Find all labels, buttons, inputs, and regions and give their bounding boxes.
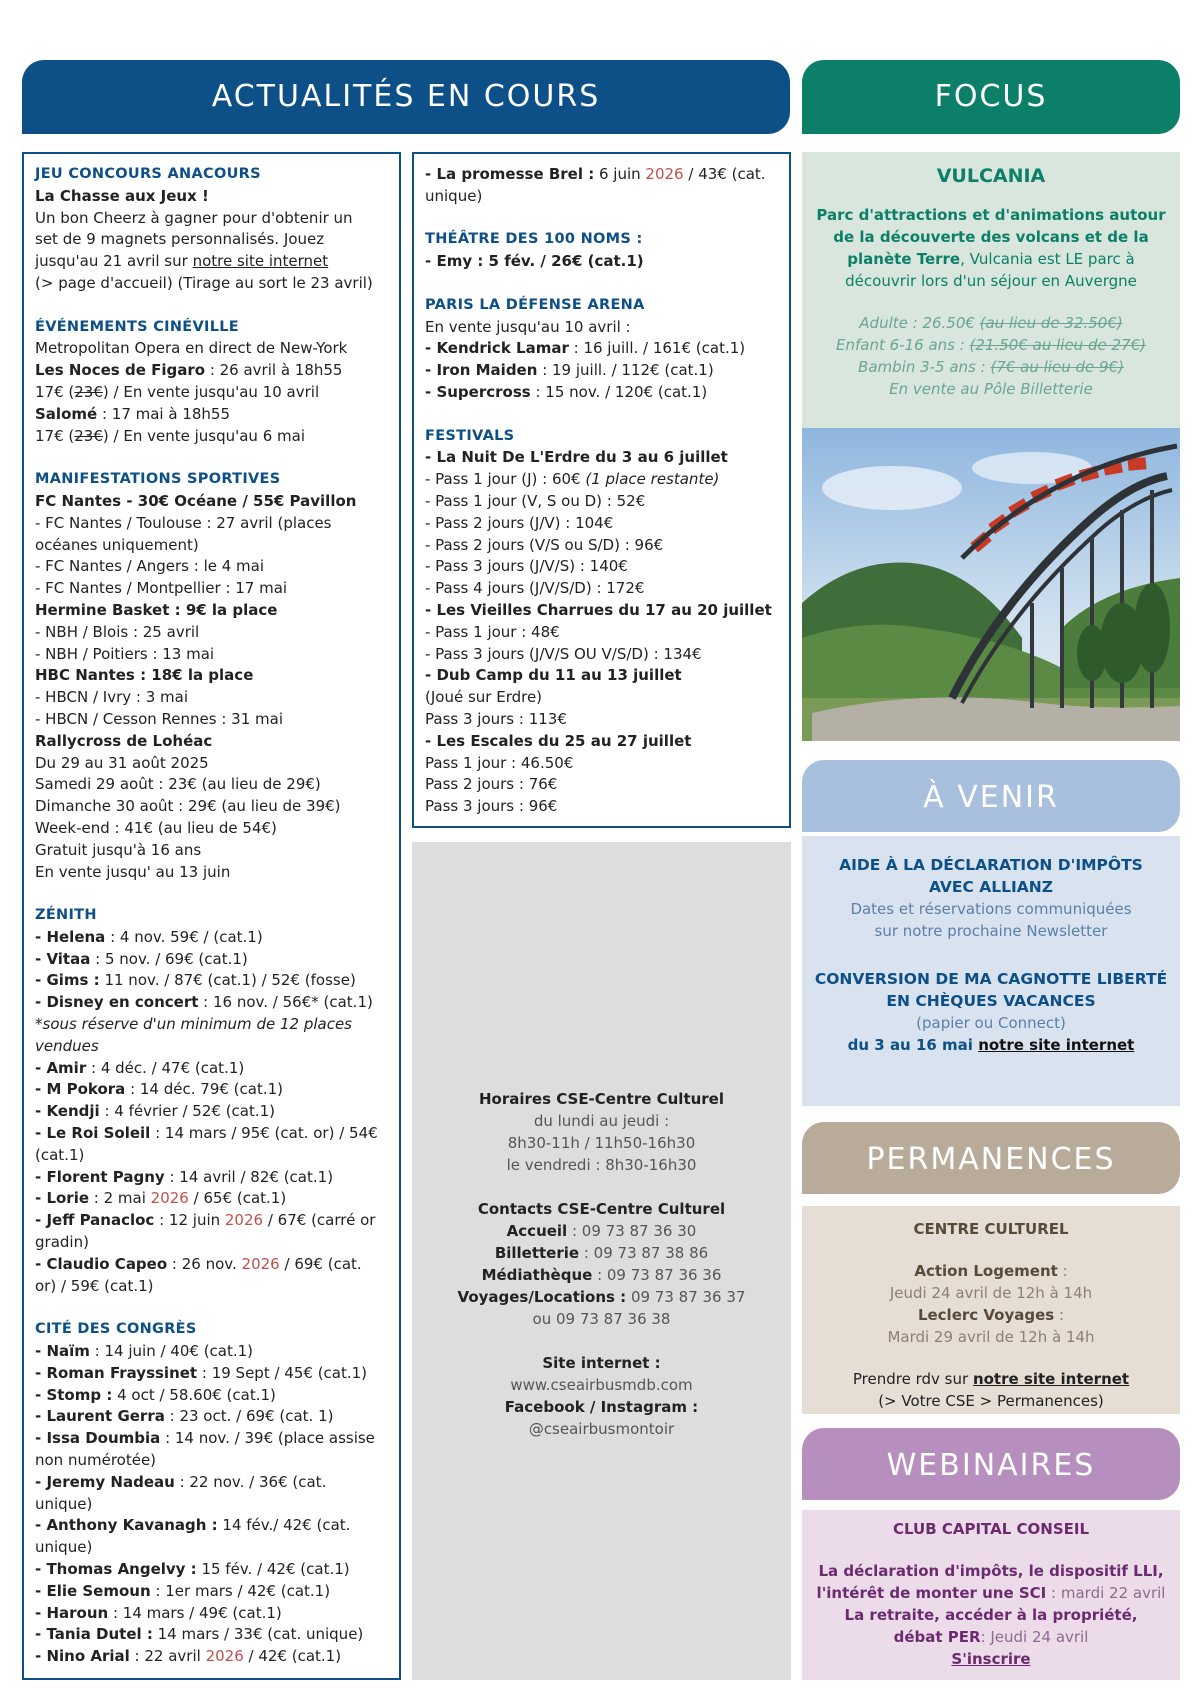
cite-item: - Tania Dutel : 14 mars / 33€ (cat. unique) xyxy=(35,1625,364,1644)
sport-item: - FC Nantes / Angers : le 4 mai xyxy=(35,557,265,576)
jeu-text: (> page d'accueil) (Tirage au sort le 23 avril) xyxy=(35,273,373,292)
cite-item: - Anthony Kavanagh : 14 fév./ 42€ (cat. xyxy=(35,1516,351,1535)
sport-item: Du 29 au 31 août 2025 xyxy=(35,753,209,772)
cine-price: 17€ (23€) / En vente jusqu'au 6 mai xyxy=(35,426,305,445)
zenith-item: - Disney en concert : 16 nov. / 56€* (cat.1) xyxy=(35,993,373,1012)
sport-team: FC Nantes - 30€ Océane / 55€ Pavillon xyxy=(35,491,357,510)
zenith-item: (cat.1) xyxy=(35,1145,85,1164)
header-a-venir: À VENIR xyxy=(802,760,1180,832)
site-url-link[interactable]: www.cseairbusmdb.com xyxy=(510,1376,693,1394)
section-title-cineville: ÉVÉNEMENTS CINÉVILLE xyxy=(35,318,240,335)
sport-team: Hermine Basket : 9€ la place xyxy=(35,600,278,619)
sport-item: Week-end : 41€ (au lieu de 54€) xyxy=(35,818,277,837)
festival-name: - Les Vieilles Charrues du 17 au 20 juillet xyxy=(425,600,772,619)
sport-item: Samedi 29 août : 23€ (au lieu de 29€) xyxy=(35,775,321,794)
zenith-item: - Florent Pagny : 14 avril / 82€ (cat.1) xyxy=(35,1167,334,1186)
perm-date: Mardi 29 avril de 12h à 14h xyxy=(887,1328,1095,1346)
contacts-title: Contacts CSE-Centre Culturel xyxy=(477,1200,726,1218)
avenir-title: AIDE À LA DÉCLARATION D'IMPÔTS xyxy=(839,856,1143,874)
actualites-column-left xyxy=(22,152,401,1680)
festival-pass: - Pass 3 jours (J/V/S) : 140€ xyxy=(425,557,628,576)
zenith-item: gradin) xyxy=(35,1233,89,1252)
focus-price: Adulte : 26.50€ (au lieu de 32.50€) xyxy=(859,314,1123,332)
arena-item: - Kendrick Lamar : 16 juill. / 161€ (cat.1) xyxy=(425,339,746,358)
site-link[interactable]: notre site internet xyxy=(978,1036,1135,1054)
social-handle-link[interactable]: @cseairbusmontoir xyxy=(528,1420,675,1438)
sport-item: - NBH / Poitiers : 13 mai xyxy=(35,644,215,663)
cite-item: - Stomp : 4 oct / 58.60€ (cat.1) xyxy=(35,1385,276,1404)
avenir-text: sur notre prochaine Newsletter xyxy=(874,922,1108,940)
festival-pass: Pass 3 jours : 96€ xyxy=(425,797,558,816)
focus-desc: de la découverte des volcans et de la xyxy=(833,228,1149,246)
site-title: Site internet : xyxy=(542,1354,661,1372)
rollercoaster-illustration xyxy=(802,428,1180,741)
zenith-item: - Helena : 4 nov. 59€ / (cat.1) xyxy=(35,927,263,946)
horaires-text: le vendredi : 8h30-16h30 xyxy=(506,1156,697,1174)
zenith-item: or) / 59€ (cat.1) xyxy=(35,1276,154,1295)
jeu-text: Un bon Cheerz à gagner pour d'obtenir un xyxy=(35,208,353,227)
contact-line: Accueil : 09 73 87 36 30 xyxy=(506,1222,697,1240)
sport-item: océanes uniquement) xyxy=(35,535,199,554)
zenith-item: - Amir : 4 déc. / 47€ (cat.1) xyxy=(35,1058,245,1077)
festival-pass: - Pass 2 jours (V/S ou S/D) : 96€ xyxy=(425,535,664,554)
header-focus: FOCUS xyxy=(802,60,1180,134)
festival-pass: - Pass 1 jour : 48€ xyxy=(425,622,560,641)
zenith-item: - Kendji : 4 février / 52€ (cat.1) xyxy=(35,1102,276,1121)
horaires-text: 8h30-11h / 11h50-16h30 xyxy=(507,1134,696,1152)
section-title-jeu: JEU CONCOURS ANACOURS xyxy=(35,166,261,182)
focus-title: VULCANIA xyxy=(936,165,1046,187)
theatre-item: - Emy : 5 fév. / 26€ (cat.1) xyxy=(425,252,644,271)
avenir-text: du 3 au 16 mai notre site internet xyxy=(847,1036,1135,1054)
site-link[interactable]: notre site internet xyxy=(972,1370,1130,1388)
festival-pass: (Joué sur Erdre) xyxy=(425,688,543,707)
jeu-text: set de 9 magnets personnalisés. Jouez xyxy=(35,230,325,249)
sport-item: Dimanche 30 août : 29€ (au lieu de 39€) xyxy=(35,797,341,816)
festival-name: - Dub Camp du 11 au 13 juillet xyxy=(425,666,682,685)
festival-pass: - Pass 1 jour (J) : 60€ (1 place restante) xyxy=(425,470,720,489)
sport-item: - FC Nantes / Toulouse : 27 avril (places xyxy=(35,513,332,532)
avenir-text: (papier ou Connect) xyxy=(916,1014,1066,1032)
social-title: Facebook / Instagram : xyxy=(504,1398,699,1416)
web-text: débat PER: Jeudi 24 avril xyxy=(893,1628,1089,1646)
cite-item: unique) xyxy=(35,1494,93,1513)
focus-price: Enfant 6-16 ans : (21.50€ au lieu de 27€) xyxy=(836,336,1146,354)
vulcania-photo xyxy=(802,428,1180,741)
section-title-zenith: ZÉNITH xyxy=(35,907,97,924)
festival-pass: - Pass 1 jour (V, S ou D) : 52€ xyxy=(425,491,646,510)
brel-item: - La promesse Brel : 6 juin 2026 / 43€ (cat. xyxy=(425,165,766,183)
sport-item: - NBH / Blois : 25 avril xyxy=(35,622,200,641)
web-text: l'intérêt de monter une SCI : mardi 22 avril xyxy=(816,1584,1166,1602)
zenith-item: - Le Roi Soleil : 14 mars / 95€ (cat. or) / 54€ xyxy=(35,1124,378,1143)
avenir-text: Dates et réservations communiquées xyxy=(850,900,1132,918)
festival-pass: - Pass 4 jours (J/V/S/D) : 172€ xyxy=(425,579,645,598)
zenith-item: - Vitaa : 5 nov. / 69€ (cat.1) xyxy=(35,949,248,968)
section-title-arena: PARIS LA DÉFENSE ARENA xyxy=(425,296,645,313)
zenith-item: - Jeff Panacloc : 12 juin 2026 / 67€ (carré or xyxy=(35,1211,376,1230)
cine-item: Les Noces de Figaro : 26 avril à 18h55 xyxy=(35,361,343,380)
cite-item: - Thomas Angelvy : 15 fév. / 42€ (cat.1) xyxy=(35,1560,350,1578)
focus-desc: découvrir lors d'un séjour en Auvergne xyxy=(845,272,1137,290)
cite-item: - Naïm : 14 juin / 40€ (cat.1) xyxy=(35,1342,254,1361)
sport-item: En vente jusqu' au 13 juin xyxy=(35,862,231,881)
perm-date: Jeudi 24 avril de 12h à 14h xyxy=(889,1284,1093,1302)
focus-price: En vente au Pôle Billetterie xyxy=(889,380,1093,398)
festival-pass: - Pass 2 jours (J/V) : 104€ xyxy=(425,513,614,532)
section-title-sport: MANIFESTATIONS SPORTIVES xyxy=(35,471,281,488)
zenith-note: *sous réserve d'un minimum de 12 places xyxy=(35,1015,352,1034)
contact-box xyxy=(412,842,791,1680)
header-permanences: PERMANENCES xyxy=(802,1122,1180,1194)
avenir-title: EN CHÈQUES VACANCES xyxy=(886,992,1096,1010)
perm-rdv: (> Votre CSE > Permanences) xyxy=(878,1392,1104,1410)
focus-desc: planète Terre, Vulcania est LE parc à xyxy=(847,250,1135,268)
contact-line: ou 09 73 87 36 38 xyxy=(532,1310,671,1328)
arena-item: - Iron Maiden : 19 juill. / 112€ (cat.1) xyxy=(425,361,714,380)
actualites-column-right xyxy=(412,152,791,828)
sport-team: HBC Nantes : 18€ la place xyxy=(35,666,254,685)
sport-team: Rallycross de Lohéac xyxy=(35,731,213,750)
header-actualites: ACTUALITÉS EN COURS xyxy=(22,60,790,134)
cite-item: non numérotée) xyxy=(35,1451,157,1470)
sport-item: Gratuit jusqu'à 16 ans xyxy=(35,840,202,859)
festival-pass: Pass 3 jours : 113€ xyxy=(425,709,567,728)
focus-price: Bambin 3-5 ans : (7€ au lieu de 9€) xyxy=(858,358,1124,376)
web-text: La retraite, accéder à la propriété, xyxy=(844,1606,1138,1624)
arena-item: - Supercross : 15 nov. / 120€ (cat.1) xyxy=(425,382,708,401)
jeu-subtitle: La Chasse aux Jeux ! xyxy=(35,186,209,205)
zenith-item: - Claudio Capeo : 26 nov. 2026 / 69€ (cat. xyxy=(35,1254,362,1273)
cine-item: Salomé : 17 mai à 18h55 xyxy=(35,404,231,423)
cite-item: unique) xyxy=(35,1538,93,1557)
zenith-item: - Lorie : 2 mai 2026 / 65€ (cat.1) xyxy=(35,1189,287,1208)
inscrire-link[interactable]: S'inscrire xyxy=(951,1650,1031,1668)
section-title-festivals: FESTIVALS xyxy=(425,427,515,444)
section-title-cite: CITÉ DES CONGRÈS xyxy=(35,1321,197,1338)
zenith-item: - M Pokora : 14 déc. 79€ (cat.1) xyxy=(35,1080,284,1099)
web-text: La déclaration d'impôts, le dispositif LLI, xyxy=(818,1562,1164,1580)
webinaires-box xyxy=(802,1510,1180,1680)
perm-rdv: Prendre rdv sur notre site internet xyxy=(852,1370,1130,1388)
brel-item: unique) xyxy=(425,186,483,205)
contact-line: Médiathèque : 09 73 87 36 36 xyxy=(481,1266,722,1284)
arena-text: En vente jusqu'au 10 avril : xyxy=(425,317,631,336)
cite-item: - Laurent Gerra : 23 oct. / 69€ (cat. 1) xyxy=(35,1407,334,1426)
perm-item: Action Logement : xyxy=(914,1262,1068,1280)
horaires-text: du lundi au jeudi : xyxy=(533,1112,670,1130)
sport-item: - HBCN / Cesson Rennes : 31 mai xyxy=(35,709,284,728)
avenir-title: AVEC ALLIANZ xyxy=(928,878,1054,896)
web-title: CLUB CAPITAL CONSEIL xyxy=(892,1520,1090,1538)
cine-text: Metropolitan Opera en direct de New-York xyxy=(35,339,348,358)
focus-box xyxy=(802,152,1180,428)
cite-item: - Elie Semoun : 1er mars / 42€ (cat.1) xyxy=(35,1581,331,1600)
jeu-text: jusqu'au 21 avril sur notre site internet xyxy=(35,252,329,271)
cite-item: - Nino Arial : 22 avril 2026 / 42€ (cat.1) xyxy=(35,1647,342,1666)
site-link[interactable]: notre site internet xyxy=(192,252,329,271)
focus-desc: Parc d'attractions et d'animations autour xyxy=(816,206,1166,224)
permanences-box xyxy=(802,1206,1180,1414)
festival-name: - La Nuit De L'Erdre du 3 au 6 juillet xyxy=(425,448,728,467)
zenith-item: - Gims : 11 nov. / 87€ (cat.1) / 52€ (fosse) xyxy=(35,971,356,990)
sport-item: - FC Nantes / Montpellier : 17 mai xyxy=(35,579,288,598)
cite-item: - Roman Frayssinet : 19 Sept / 45€ (cat.1) xyxy=(35,1363,368,1382)
cite-item: - Issa Doumbia : 14 nov. / 39€ (place assise xyxy=(35,1429,375,1448)
perm-title: CENTRE CULTUREL xyxy=(913,1220,1069,1238)
horaires-title: Horaires CSE-Centre Culturel xyxy=(478,1090,725,1108)
sport-item: - HBCN / Ivry : 3 mai xyxy=(35,688,188,707)
festival-pass: Pass 1 jour : 46.50€ xyxy=(425,753,574,772)
cite-item: - Haroun : 14 mars / 49€ (cat.1) xyxy=(35,1603,282,1622)
cite-item: - Jeremy Nadeau : 22 nov. / 36€ (cat. xyxy=(35,1472,327,1491)
contact-line: Billetterie : 09 73 87 38 86 xyxy=(494,1244,709,1262)
zenith-note: vendues xyxy=(35,1036,99,1055)
perm-item: Leclerc Voyages : xyxy=(917,1306,1065,1324)
contact-line: Voyages/Locations : 09 73 87 36 37 xyxy=(457,1288,746,1306)
section-title-theatre: THÉÂTRE DES 100 NOMS : xyxy=(425,231,643,248)
festival-pass: Pass 2 jours : 76€ xyxy=(425,775,558,794)
header-webinaires: WEBINAIRES xyxy=(802,1428,1180,1500)
festival-pass: - Pass 3 jours (J/V/S OU V/S/D) : 134€ xyxy=(425,644,702,663)
festival-name: - Les Escales du 25 au 27 juillet xyxy=(425,731,692,750)
a-venir-box xyxy=(802,836,1180,1106)
avenir-title: CONVERSION DE MA CAGNOTTE LIBERTÉ xyxy=(814,970,1168,988)
cine-price: 17€ (23€) / En vente jusqu'au 10 avril xyxy=(35,382,320,401)
